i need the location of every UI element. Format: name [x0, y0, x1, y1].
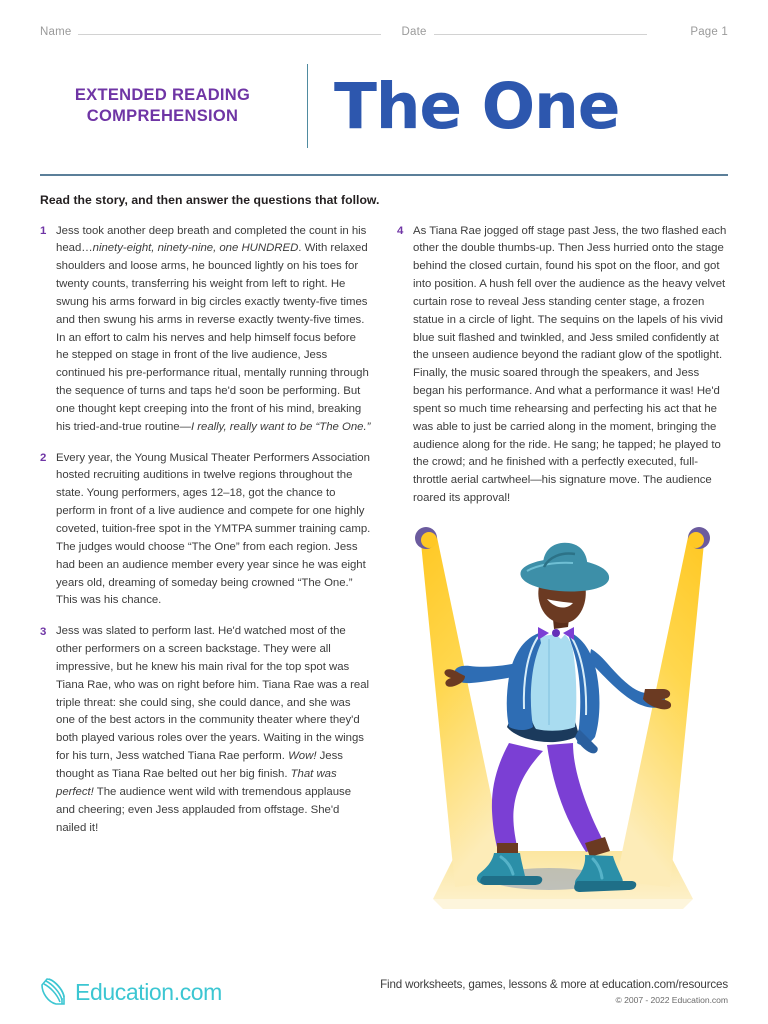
story-column-right: [397, 223, 728, 918]
page-title: The One: [334, 69, 620, 143]
paragraph-text: As Tiana Rae jogged off stage past Jess, the two flashed each other the double thumbs-up. Then Jess hurried onto the stage behind the closed curtain, found his spot on the floor, and got into position. A hush fell over the audience as the heavy velvet curtain rose to reveal Jess standing center stage, a frozen statue in a circle of light. The sequins on the lapels of his vivid blue suit flashed and twinkled, and Jess smiled confidently at the unseen audience beyond the radiant glow of the spotlight. Finally, the music soared through the speakers, and Jess began his performance. And what a performance it was! He'd spent so much time rehearsing and perfecting his act that he was able to just be carried along in the moment, bringing the audience along for the ride. He sang; he tapped; he played to the crowd; and he finished with a perfectly executed, full-throttle aerial cartwheel—his signature move. The audience roared its approval!: [413, 224, 727, 505]
paragraph: [397, 223, 728, 509]
paragraph-text: Jess took another deep breath and completed the count in his head…ninety-eight, ninety-nine, one HUNDRED. With relaxed shoulders and loose arms, he bounced lightly on his toes for twenty counts, transferring his weight from left to right. He swung his arms forward in big circles exactly twenty-five times and then swung his arms in reverse exactly twenty-five times. In an effort to calm his nerves and help himself focus before he stepped on stage in front of the live audience, Jess continued his pre-performance ritual, mentally running through the sequence of turns and taps he'd soon be performing. But one thought kept creeping into the front of his mind, breaking his tried-and-true routine—I really, really want to be “The One.”: [56, 224, 371, 433]
dancer-leg-rear: [492, 743, 543, 851]
education-brand-name: Education.com: [75, 978, 222, 1005]
education-logo-icon: [40, 976, 70, 1008]
dancer-spotlight-illustration: [397, 521, 728, 917]
date-input-rule[interactable]: [434, 34, 647, 35]
dancer-leg-front: [547, 743, 606, 852]
paragraph-number: 2: [40, 452, 47, 465]
paragraph: [40, 223, 371, 437]
education-brand[interactable]: [40, 976, 222, 1008]
masthead: [40, 60, 728, 152]
paragraph-number: 3: [40, 625, 47, 638]
name-input-rule[interactable]: [78, 34, 381, 35]
story-columns: [40, 223, 728, 918]
story-column-left: [40, 223, 371, 918]
name-label: Name: [40, 26, 72, 38]
header-divider: [40, 174, 728, 176]
worksheet-kicker: [40, 85, 285, 127]
dancer-hat: [520, 543, 609, 592]
page-footer: [40, 976, 728, 1008]
paragraph-number: 1: [40, 225, 47, 237]
date-label: Date: [401, 26, 427, 38]
spotlight-beam-right: [616, 537, 704, 887]
instruction-text: Read the story, and then answer the questions that follow.: [40, 192, 380, 207]
kicker-line-1: EXTENDED READING: [74, 85, 251, 104]
spotlight-fixture-left: [415, 527, 437, 549]
paragraph: [40, 450, 371, 611]
worksheet-meta-row: [40, 0, 728, 38]
spotlight-fixture-right: [688, 527, 710, 549]
paragraph: [40, 623, 371, 837]
paragraph-text: Every year, the Young Musical Theater Performers Association hosted recruiting auditions in twelve regions throughout the state. Young performers, ages 12–18, got the chance to perform in front of a live audience and compete for one highly coveted, tuition-free spot in the YMTPA summer training camp. The judges would choose “The One” from each region. Jess had been an audience member every year since he was eight years old, dreaming of someday being crowned “The One.” This was his chance.: [56, 451, 371, 607]
paragraph-number: 4: [397, 225, 404, 237]
paragraph-text: Jess was slated to perform last. He'd watched most of the other performers on a screen backstage. They were all impressive, but he knew his main rival for the top spot was Tiana Rae, who was on right before him. Tiana Rae was a real triple threat: she could sing, she could dance, and she was one of the best actors in the community theater where they'd both played various roles over the years. Waiting in the wings for his turn, Jess watched Tiana Rae perform. Wow! Jess thought as Tiana Rae belted out her big finish. That was perfect! The audience went wild with tremendous applause and cheering; even Jess applauded from offstage. She'd nailed it!: [56, 625, 370, 834]
page-number: Page 1: [690, 26, 728, 38]
footer-promo-text: Find worksheets, games, lessons & more at education.com/resources: [380, 978, 728, 991]
kicker-line-2: COMPREHENSION: [86, 107, 239, 125]
footer-right: [380, 978, 728, 1008]
dancer-illustration-svg: [397, 521, 728, 917]
stage-floor-spill: [433, 899, 693, 909]
masthead-vertical-rule: [307, 64, 308, 148]
footer-copyright: © 2007 - 2022 Education.com: [615, 995, 728, 1005]
